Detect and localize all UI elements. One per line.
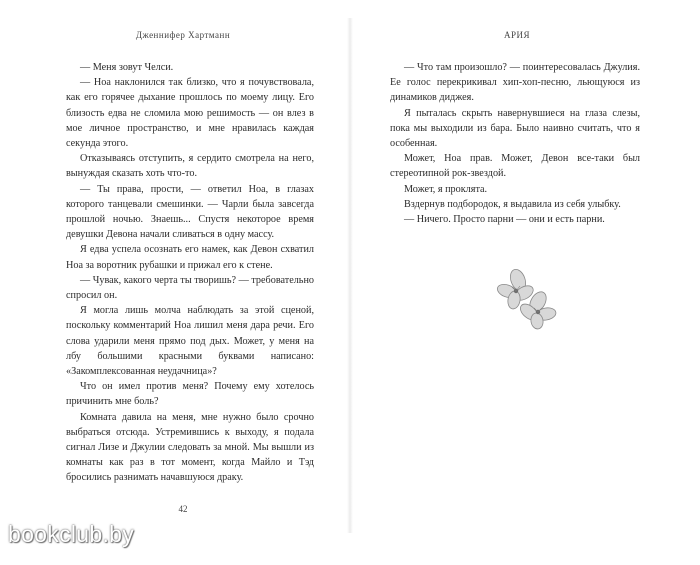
paragraph: Может, я проклята. [404, 183, 488, 195]
paragraph: — Ноа наклонился так близко, что я почувствовала, как его горячее дыхание прошлось по моему лицу. Его близость едва не сломила мою решимость — он влез в мое личное пространство, и мне нравилась каждая секунда этого. [66, 77, 314, 150]
page-number: 42 [178, 504, 188, 514]
left-page [18, 18, 348, 533]
paragraph: Я могла лишь молча наблюдать за этой сценой, поскольку комментарий Ноа лишил меня дара речи. Его слова ударили меня прямо под дых. Может, у меня на лбу большими красными буквами написано: «Закомплексованная неудачница»? [66, 305, 314, 378]
paragraph: — Ничего. Просто парни — они и есть парни. [404, 214, 605, 226]
paragraph: Вздернув подбородок, я выдавила из себя улыбку. [404, 198, 621, 210]
paragraph: — Что там произошло? — поинтересовалась Джулия. Ее голос перекрикивал хип-хоп-песню, льющуюся из динамиков диджея. [390, 62, 640, 104]
paragraph: — Меня зовут Челси. [80, 62, 174, 73]
paragraph: Комната давила на меня, мне нужно было срочно выбраться отсюда. Устремившись к выходу, я подала сигнал Лизе и Джулии следовать за мной. Мы вышли из комнаты как раз в тот момент, когда Майло и Тэд бросились разнимать начавшуюся драку. [66, 411, 314, 484]
watermark-bookclub: bookclub.by [8, 521, 135, 547]
flower-ornament-icon [494, 266, 558, 330]
left-running-header: Дженнифер Хартманн [135, 30, 231, 40]
paragraph: Что он имел против меня? Почему ему хотелось причинить мне боль? [66, 381, 314, 408]
paragraph: Может, Ноа прав. Может, Девон все-таки был стереотипной рок-звездой. [390, 153, 640, 180]
left-page-text [66, 60, 314, 486]
right-page [352, 18, 682, 533]
paragraph: Я едва успела осознать его намек, как Девон схватил Ноа за воротник рубашки и прижал его к стене. [66, 244, 314, 271]
right-page-text [390, 60, 640, 227]
paragraph: — Ты права, прости, — ответил Ноа, в глазах которого танцевали смешинки. — Чарли была завсегда прошлой ночью. Знаешь... Спустя некоторое время девушки Девона начали сливаться в одну массу. [66, 183, 314, 241]
paragraph: — Чувак, какого черта ты творишь? — требовательно спросил он. [66, 274, 314, 302]
book-spread [18, 18, 682, 533]
right-running-header: АРИЯ [503, 30, 530, 40]
paragraph: Я пыталась скрыть навернувшиеся на глаза слезы, пока мы выходили из бара. Было наивно считать, что я особенная. [390, 107, 640, 150]
paragraph: Отказываясь отступить, я сердито смотрела на него, вынуждая сказать хоть что-то. [66, 153, 314, 180]
